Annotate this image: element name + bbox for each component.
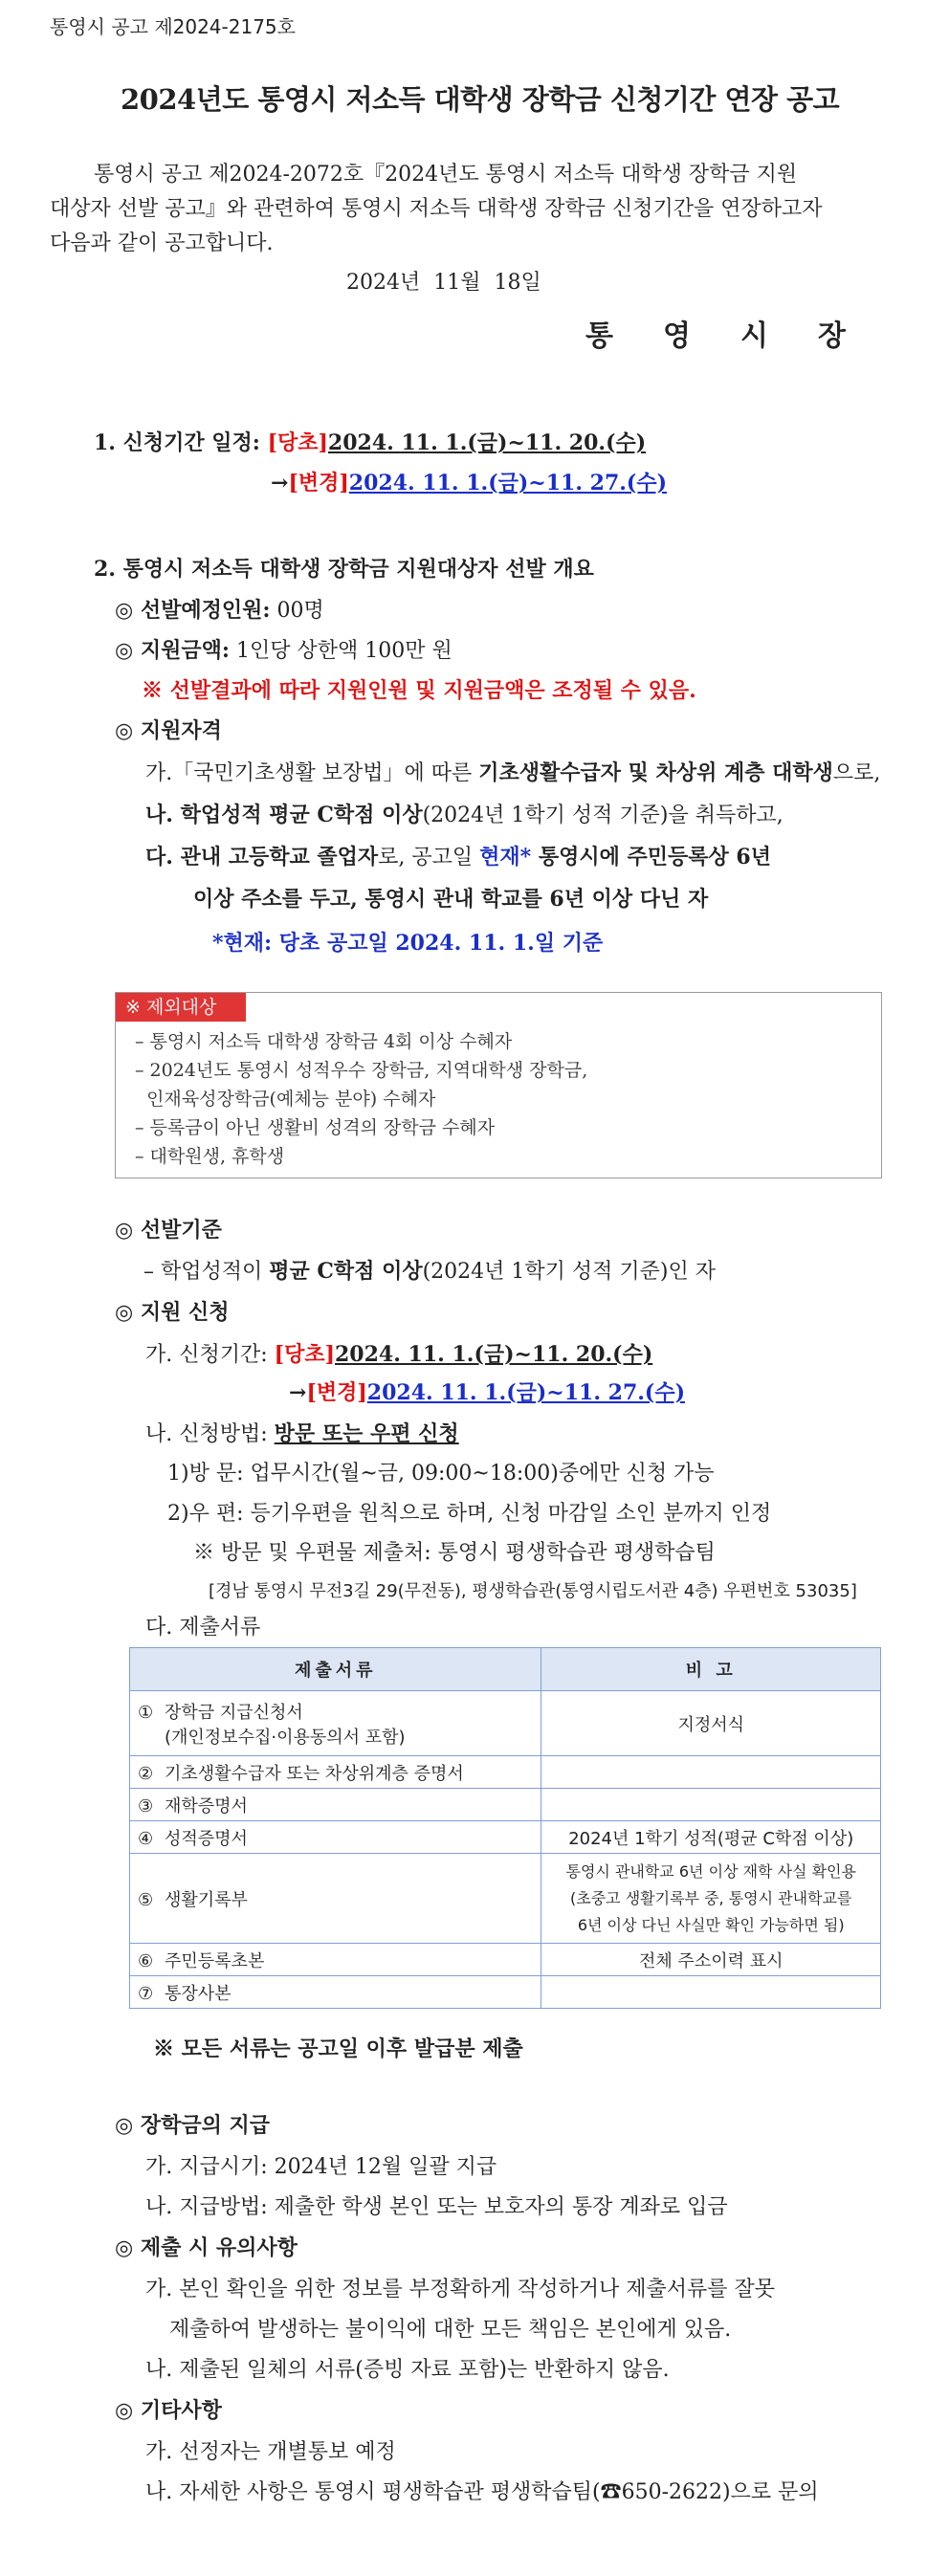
documents-table xyxy=(129,1647,881,2009)
orig-date: 2024. 11. 1.(금)~11. 20.(수) xyxy=(327,430,647,455)
table-header-row xyxy=(130,1648,881,1691)
submit-address: [경남 통영시 무전3길 29(무전동), 평생학습관(통영시립도서관 4층) 우편번호 53035] xyxy=(209,1581,857,1601)
table-row: ③ 재학증명서 xyxy=(130,1789,881,1821)
apply-visit: 1)방 문: 업무시간(월~금, 09:00~18:00)중에만 신청 가능 xyxy=(167,1462,715,1486)
amount-note: ※ 선발결과에 따라 지원인원 및 지원금액은 조정될 수 있음. xyxy=(142,678,696,703)
qualification-ga: 가.「국민기초생활 보장법」에 따른 기초생활수급자 및 차상위 계층 대학생으로, xyxy=(145,760,881,785)
payment-label: ◎ 장학금의 지급 xyxy=(115,2113,271,2138)
exclusion-item: – 통영시 저소득 대학생 장학금 4회 이상 수혜자 xyxy=(135,1031,513,1052)
new-tag: [변경] xyxy=(288,471,349,495)
support-amount: ◎ 지원금액: 1인당 상한액 100만 원 xyxy=(115,638,452,663)
exclusion-item: 인재육성장학금(예체능 분야) 수혜자 xyxy=(135,1089,436,1110)
etc-label: ◎ 기타사항 xyxy=(115,2398,222,2423)
table-row: ① 장학금 지급신청서 (개인정보수집·이용동의서 포함) 지정서식 xyxy=(130,1691,881,1756)
table-row: ⑥ 주민등록초본 전체 주소이력 표시 xyxy=(130,1944,881,1976)
selection-count: ◎ 선발예정인원: 00명 xyxy=(115,598,324,623)
notice-date: 2024년 11월 18일 xyxy=(346,271,541,295)
apply-period-changed: →[변경]2024. 11. 1.(금)~11. 27.(수) xyxy=(289,1380,685,1405)
table-row: ⑤ 생활기록부 통영시 관내학교 6년 이상 재학 사실 확인용 (초중고 생활기록부 중, 통영시 관내학교를 6년 이상 다닌 사실만 확인 가능하면 됨) xyxy=(130,1854,881,1944)
section1-title: 1. 신청기간 일정: xyxy=(94,430,260,455)
caution-ga: 가. 본인 확인을 위한 정보를 부정확하게 작성하거나 제출서류를 잘못 xyxy=(145,2278,775,2301)
caution-na: 나. 제출된 일체의 서류(증빙 자료 포함)는 반환하지 않음. xyxy=(145,2358,670,2382)
exclusion-item: – 2024년도 통영시 성적우수 장학금, 지역대학생 장학금, xyxy=(135,1060,588,1081)
table-row: ④ 성적증명서 2024년 1학기 성적(평균 C학점 이상) xyxy=(130,1821,881,1854)
apply-method: 나. 신청방법: 방문 또는 우편 신청 xyxy=(145,1421,459,1446)
notice-number: 통영시 공고 제2024-2175호 xyxy=(50,15,296,38)
etc-ga: 가. 선정자는 개별통보 예정 xyxy=(145,2440,396,2464)
criteria-line: – 학업성적이 평균 C학점 이상(2024년 1학기 성적 기준)인 자 xyxy=(143,1259,716,1284)
col-header-documents: 제출서류 xyxy=(130,1648,541,1691)
criteria-label: ◎ 선발기준 xyxy=(115,1218,222,1243)
caution-ga-line2: 제출하여 발생하는 불이익에 대한 모든 책임은 본인에게 있음. xyxy=(169,2318,732,2342)
intro-line-2: 대상자 선발 공고』와 관련하여 통영시 저소득 대학생 장학금 신청기간을 연장하고자 xyxy=(50,197,823,221)
section2-title: 2. 통영시 저소득 대학생 장학금 지원대상자 선발 개요 xyxy=(94,557,594,582)
exclusion-item: – 등록금이 아닌 생활비 성격의 장학금 수혜자 xyxy=(135,1117,496,1138)
new-date: 2024. 11. 1.(금)~11. 27.(수) xyxy=(348,471,667,495)
mayor-signature: 통영시장 xyxy=(585,319,895,353)
col-header-note: 비 고 xyxy=(541,1648,881,1691)
intro-line-3: 다음과 같이 공고합니다. xyxy=(50,231,274,255)
docs-label: 다. 제출서류 xyxy=(145,1616,261,1640)
application-period xyxy=(94,428,646,458)
intro-line-1: 통영시 공고 제2024-2072호『2024년도 통영시 저소득 대학생 장학금 지원 xyxy=(94,163,798,187)
apply-mail: 2)우 편: 등기우편을 원칙으로 하며, 신청 마감일 소인 분까지 인정 xyxy=(167,1502,772,1526)
payment-method: 나. 지급방법: 제출한 학생 본인 또는 보호자의 통장 계좌로 입금 xyxy=(145,2195,728,2219)
apply-label: ◎ 지원 신청 xyxy=(115,1300,230,1325)
submit-place: ※ 방문 및 우편물 제출처: 통영시 평생학습관 평생학습팀 xyxy=(193,1541,716,1565)
exclusion-item: – 대학원생, 휴학생 xyxy=(135,1146,285,1167)
page-title: 2024년도 통영시 저소득 대학생 장학금 신청기간 연장 공고 xyxy=(121,83,840,116)
qualification-label: ◎ 지원자격 xyxy=(115,718,222,743)
orig-tag: [당초] xyxy=(267,430,328,455)
caution-label: ◎ 제출 시 유의사항 xyxy=(115,2235,298,2260)
qualification-note: *현재: 당초 공고일 2024. 11. 1.일 기준 xyxy=(212,931,604,956)
docs-footnote: ※ 모든 서류는 공고일 이후 발급분 제출 xyxy=(153,2037,523,2061)
table-row: ⑦ 통장사본 xyxy=(130,1976,881,2009)
changed-period xyxy=(271,468,667,498)
qualification-da: 다. 관내 고등학교 졸업자로, 공고일 현재* 통영시에 주민등록상 6년 xyxy=(145,845,771,870)
apply-period: 가. 신청기간: [당초]2024. 11. 1.(금)~11. 20.(수) xyxy=(145,1342,653,1367)
etc-na: 나. 자세한 사항은 통영시 평생학습관 평생학습팀(☎650-2622)으로 문의 xyxy=(145,2480,819,2504)
exclusions-header: ※ 제외대상 xyxy=(116,993,246,1022)
arrow: → xyxy=(271,471,289,495)
table-row: ② 기초생활수급자 또는 차상위계층 증명서 xyxy=(130,1756,881,1789)
qualification-na: 나. 학업성적 평균 C학점 이상(2024년 1학기 성적 기준)을 취득하고, xyxy=(145,803,783,827)
payment-time: 가. 지급시기: 2024년 12월 일괄 지급 xyxy=(145,2155,497,2179)
qualification-da-line2: 이상 주소를 두고, 통영시 관내 학교를 6년 이상 다닌 자 xyxy=(193,887,709,912)
